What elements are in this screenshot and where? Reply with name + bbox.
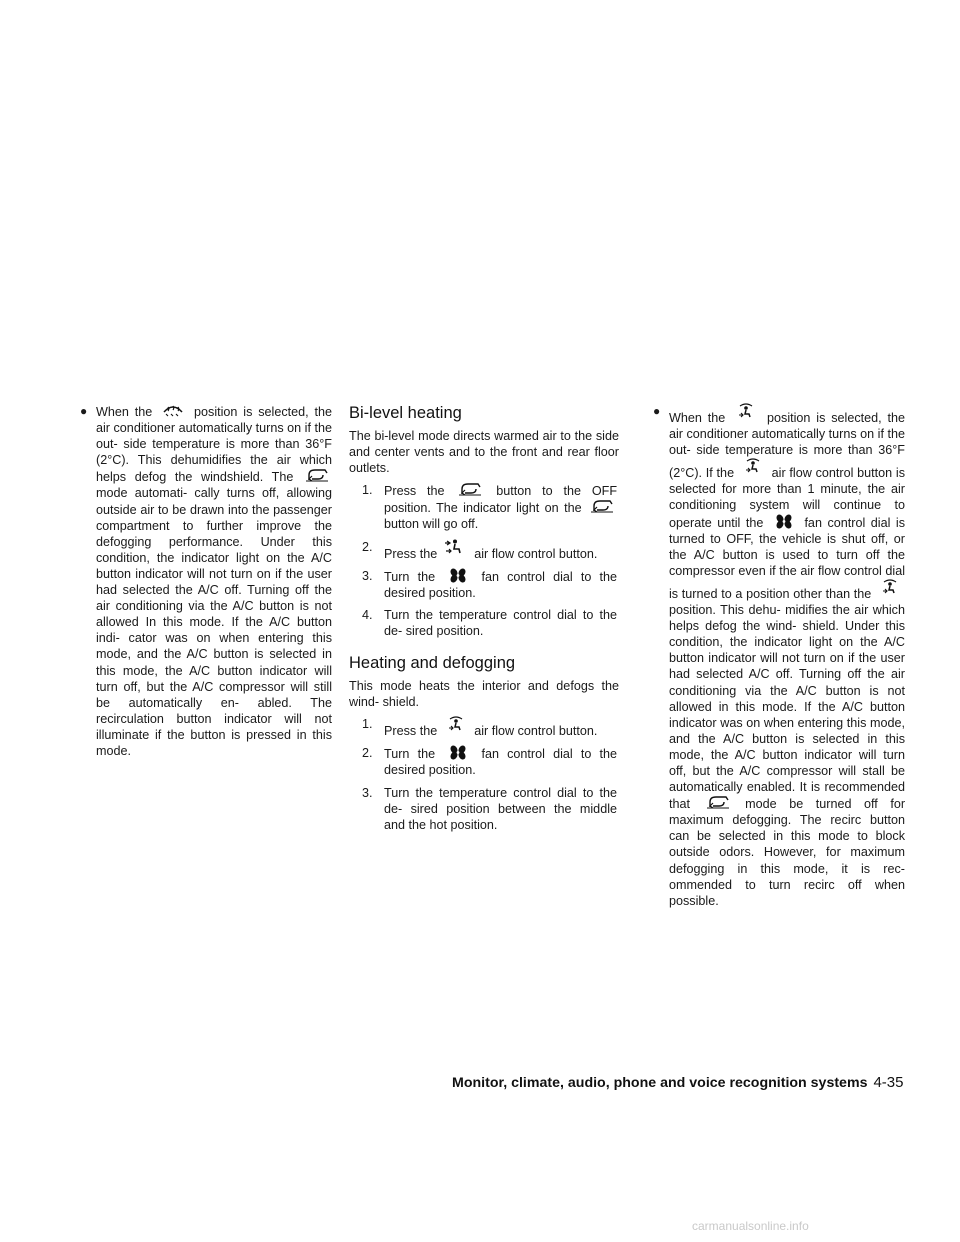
text-span: Press the xyxy=(384,484,445,499)
column-left xyxy=(80,403,332,759)
section-heading-bi-level-heating: Bi-level heating xyxy=(349,404,462,422)
text-span: fan control dial to the desired position. xyxy=(384,569,618,600)
text-span: position is selected, the air conditioner automatically turns on if the out- side temperature is more than 36°F (2°C). This dehumidifies the air which helps defog the windshield. The xyxy=(96,405,333,485)
text-span: air flow control button is selected for more than 1 minute, the air conditioning system will continue to operate until the xyxy=(669,466,906,530)
heat-defrost-airflow-icon xyxy=(738,458,768,473)
heat-defrost-mode-paragraph xyxy=(653,403,905,909)
text-span: air flow control button. xyxy=(474,724,598,739)
heat-defrost-airflow-icon xyxy=(731,403,761,418)
column-right xyxy=(653,403,905,909)
text-span: When the xyxy=(669,411,726,425)
step-number: 4. xyxy=(362,607,373,622)
text-span: button to the OFF position. The indicator light on the xyxy=(384,484,618,516)
windshield-defrost-icon xyxy=(158,403,188,418)
text-span: air flow control button. xyxy=(474,546,598,561)
section-intro: This mode heats the interior and defogs the wind- shield. xyxy=(349,679,619,710)
recirculation-icon xyxy=(703,795,733,810)
text-span: fan control dial to the desired position. xyxy=(384,747,618,778)
defrost-mode-paragraph xyxy=(80,403,332,759)
steps-list xyxy=(349,716,619,833)
list-item xyxy=(349,607,619,639)
watermark: carmanualsonline.info xyxy=(692,1219,809,1233)
heat-defrost-airflow-icon xyxy=(441,716,471,731)
step-number: 1. xyxy=(362,717,373,732)
text-span: button will go off. xyxy=(384,517,479,532)
step-number: 2. xyxy=(362,539,373,554)
text-span: Turn the temperature control dial to the de- sired position. xyxy=(384,607,617,638)
text-span: Turn the temperature control dial to the de- sired position between the middle and the hot position. xyxy=(384,785,617,832)
text-span: Turn the xyxy=(384,747,436,762)
list-item xyxy=(349,745,619,778)
page-number: 4-35 xyxy=(873,1074,904,1091)
list-item xyxy=(349,568,619,601)
step-number: 3. xyxy=(362,785,373,800)
column-middle xyxy=(349,403,619,839)
text-span: When the xyxy=(96,405,153,419)
text-span: Press the xyxy=(384,546,438,561)
step-number: 3. xyxy=(362,568,373,583)
fan-icon xyxy=(769,514,799,529)
text-span: Turn the xyxy=(384,569,436,584)
fan-icon xyxy=(443,745,473,760)
heat-defrost-airflow-icon xyxy=(875,579,905,594)
bullet: ● xyxy=(80,404,88,418)
steps-list xyxy=(349,482,619,639)
section-intro: The bi-level mode directs warmed air to the side and center vents and to the front and rear floor outlets. xyxy=(349,429,619,476)
recirculation-icon xyxy=(455,482,485,497)
bi-level-airflow-icon xyxy=(441,539,471,554)
text-span: fan control dial is turned to OFF, the vehicle is shut off, or the A/C button is used to turn off the compressor even if the air flow control dial is turned to a position other than the xyxy=(669,515,906,601)
recirculation-icon xyxy=(587,499,617,514)
section-heading-heating-and-defogging: Heating and defogging xyxy=(349,654,516,673)
list-item xyxy=(349,539,619,562)
step-number: 2. xyxy=(362,746,373,761)
bullet: ● xyxy=(653,404,661,418)
fan-icon xyxy=(443,568,473,583)
footer-section-title: Monitor, climate, audio, phone and voice recognition systems xyxy=(452,1075,868,1091)
list-item xyxy=(349,482,619,532)
recirculation-icon xyxy=(302,468,332,483)
step-number: 1. xyxy=(362,483,373,498)
list-item xyxy=(349,785,619,833)
list-item xyxy=(349,716,619,739)
text-span: mode automati- cally turns off, allowing outside air to be drawn into the passenger compartment to further improve the defogging performance. Under this condition, the indicator light on the A/C button indicator will not turn on if the user had selected the A/C off. Turning off the air conditioning via the A/C button is not allowed In this mode. If the A/C button indi- cator was on when entering this mode, and the A/C button is selected in this mode, the A/C button indicator will turn off, but the A/C compressor will still be automatically en- abled. The recirculation button indicator will not illuminate if the button is pressed in this mode. xyxy=(96,486,332,758)
text-span: Press the xyxy=(384,724,438,739)
text-span: position. This dehu- midifies the air which helps defog the wind- shield. Under this condition, the indicator light on the A/C button indicator will not turn on if the user had selected A/C off. Turning off the air conditioning via the A/C button is not allowed in this mode. If the A/C button indicator was on when entering this mode, and the A/C button is selected in this mode, the A/C button indicator will turn off, but the A/C compressor will stall be automatically enabled. It is recommended that xyxy=(669,603,905,812)
page-footer xyxy=(452,1074,904,1098)
text-span: mode be turned off for maximum defogging. The recirc button can be selected in this mode to block outside odors. However, for maximum defogging in this mode, it is rec- ommended to turn recirc off when possible. xyxy=(669,797,906,908)
text-span: position is selected, the air conditioner automatically turns on if the out- side temperature is more than 36°F (2°C). If the xyxy=(669,411,906,481)
